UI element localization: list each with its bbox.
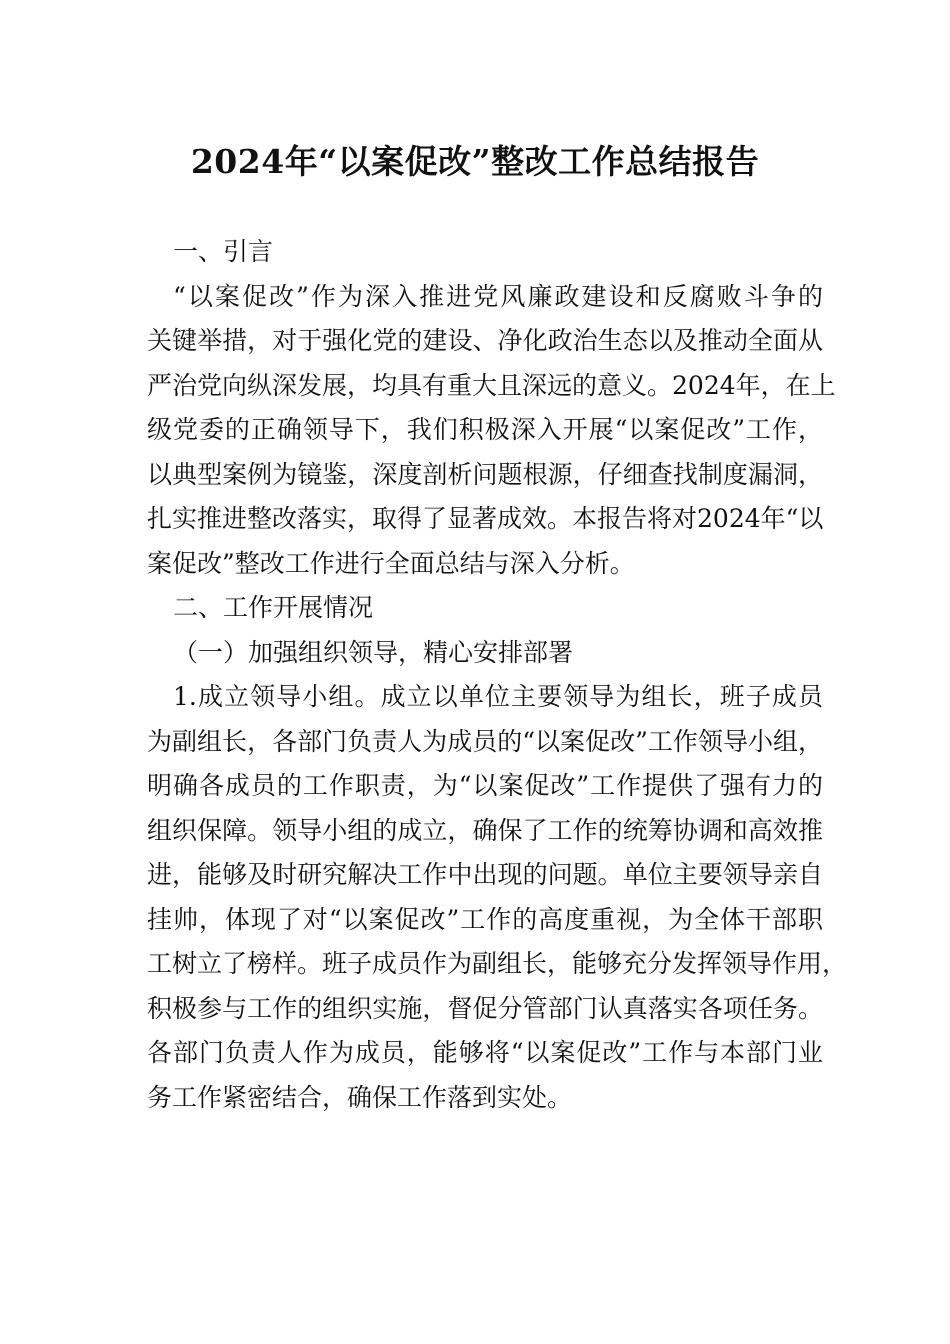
paragraph-line: 关键举措，对于强化党的建设、净化政治生态以及推动全面从 xyxy=(147,326,823,355)
paragraph-line: 务工作紧密结合，确保工作落到实处。 xyxy=(147,1082,573,1112)
paragraph-line: 级党委的正确领导下，我们积极深入开展“以案促改”工作， xyxy=(147,415,823,444)
document-title: 2024年“以案促改”整改工作总结报告 xyxy=(190,142,760,181)
paragraph-line: 挂帅，体现了对“以案促改”工作的高度重视，为全体干部职 xyxy=(147,904,823,934)
paragraph-line: 各部门负责人作为成员，能够将“以案促改”工作与本部门业 xyxy=(147,1038,823,1067)
paragraph-line: 扎实推进整改落实，取得了显著成效。本报告将对2024年“以 xyxy=(147,504,824,533)
paragraph-line: 积极参与工作的组织实施，督促分管部门认真落实各项任务。 xyxy=(147,993,823,1023)
section-heading-work: 二、工作开展情况 xyxy=(173,593,374,622)
subsection-heading: （一）加强组织领导，精心安排部署 xyxy=(173,637,574,667)
paragraph-line: 案促改”整改工作进行全面总结与深入分析。 xyxy=(147,548,635,578)
paragraph-line: 明确各成员的工作职责，为“以案促改”工作提供了强有力的 xyxy=(147,771,823,800)
paragraph-line: 严治党向纵深发展，均具有重大且深远的意义。2024年，在上 xyxy=(147,370,836,400)
paragraph-line: 工树立了榜样。班子成员作为副组长，能够充分发挥领导作用， xyxy=(147,949,848,978)
section-heading-intro: 一、引言 xyxy=(173,237,274,266)
paragraph-line: 以典型案例为镜鉴，深度剖析问题根源，仔细查找制度漏洞， xyxy=(147,459,823,489)
paragraph-line: 为副组长，各部门负责人为成员的“以案促改”工作领导小组， xyxy=(147,726,823,756)
paragraph-line: 组织保障。领导小组的成立，确保了工作的统筹协调和高效推 xyxy=(147,815,823,845)
paragraph-line: 进，能够及时研究解决工作中出现的问题。单位主要领导亲自 xyxy=(147,860,823,889)
paragraph-line: “以案促改”作为深入推进党风廉政建设和反腐败斗争的 xyxy=(173,281,823,311)
paragraph-line: 1.成立领导小组。成立以单位主要领导为组长，班子成员 xyxy=(173,682,823,711)
document-body xyxy=(147,230,848,1120)
